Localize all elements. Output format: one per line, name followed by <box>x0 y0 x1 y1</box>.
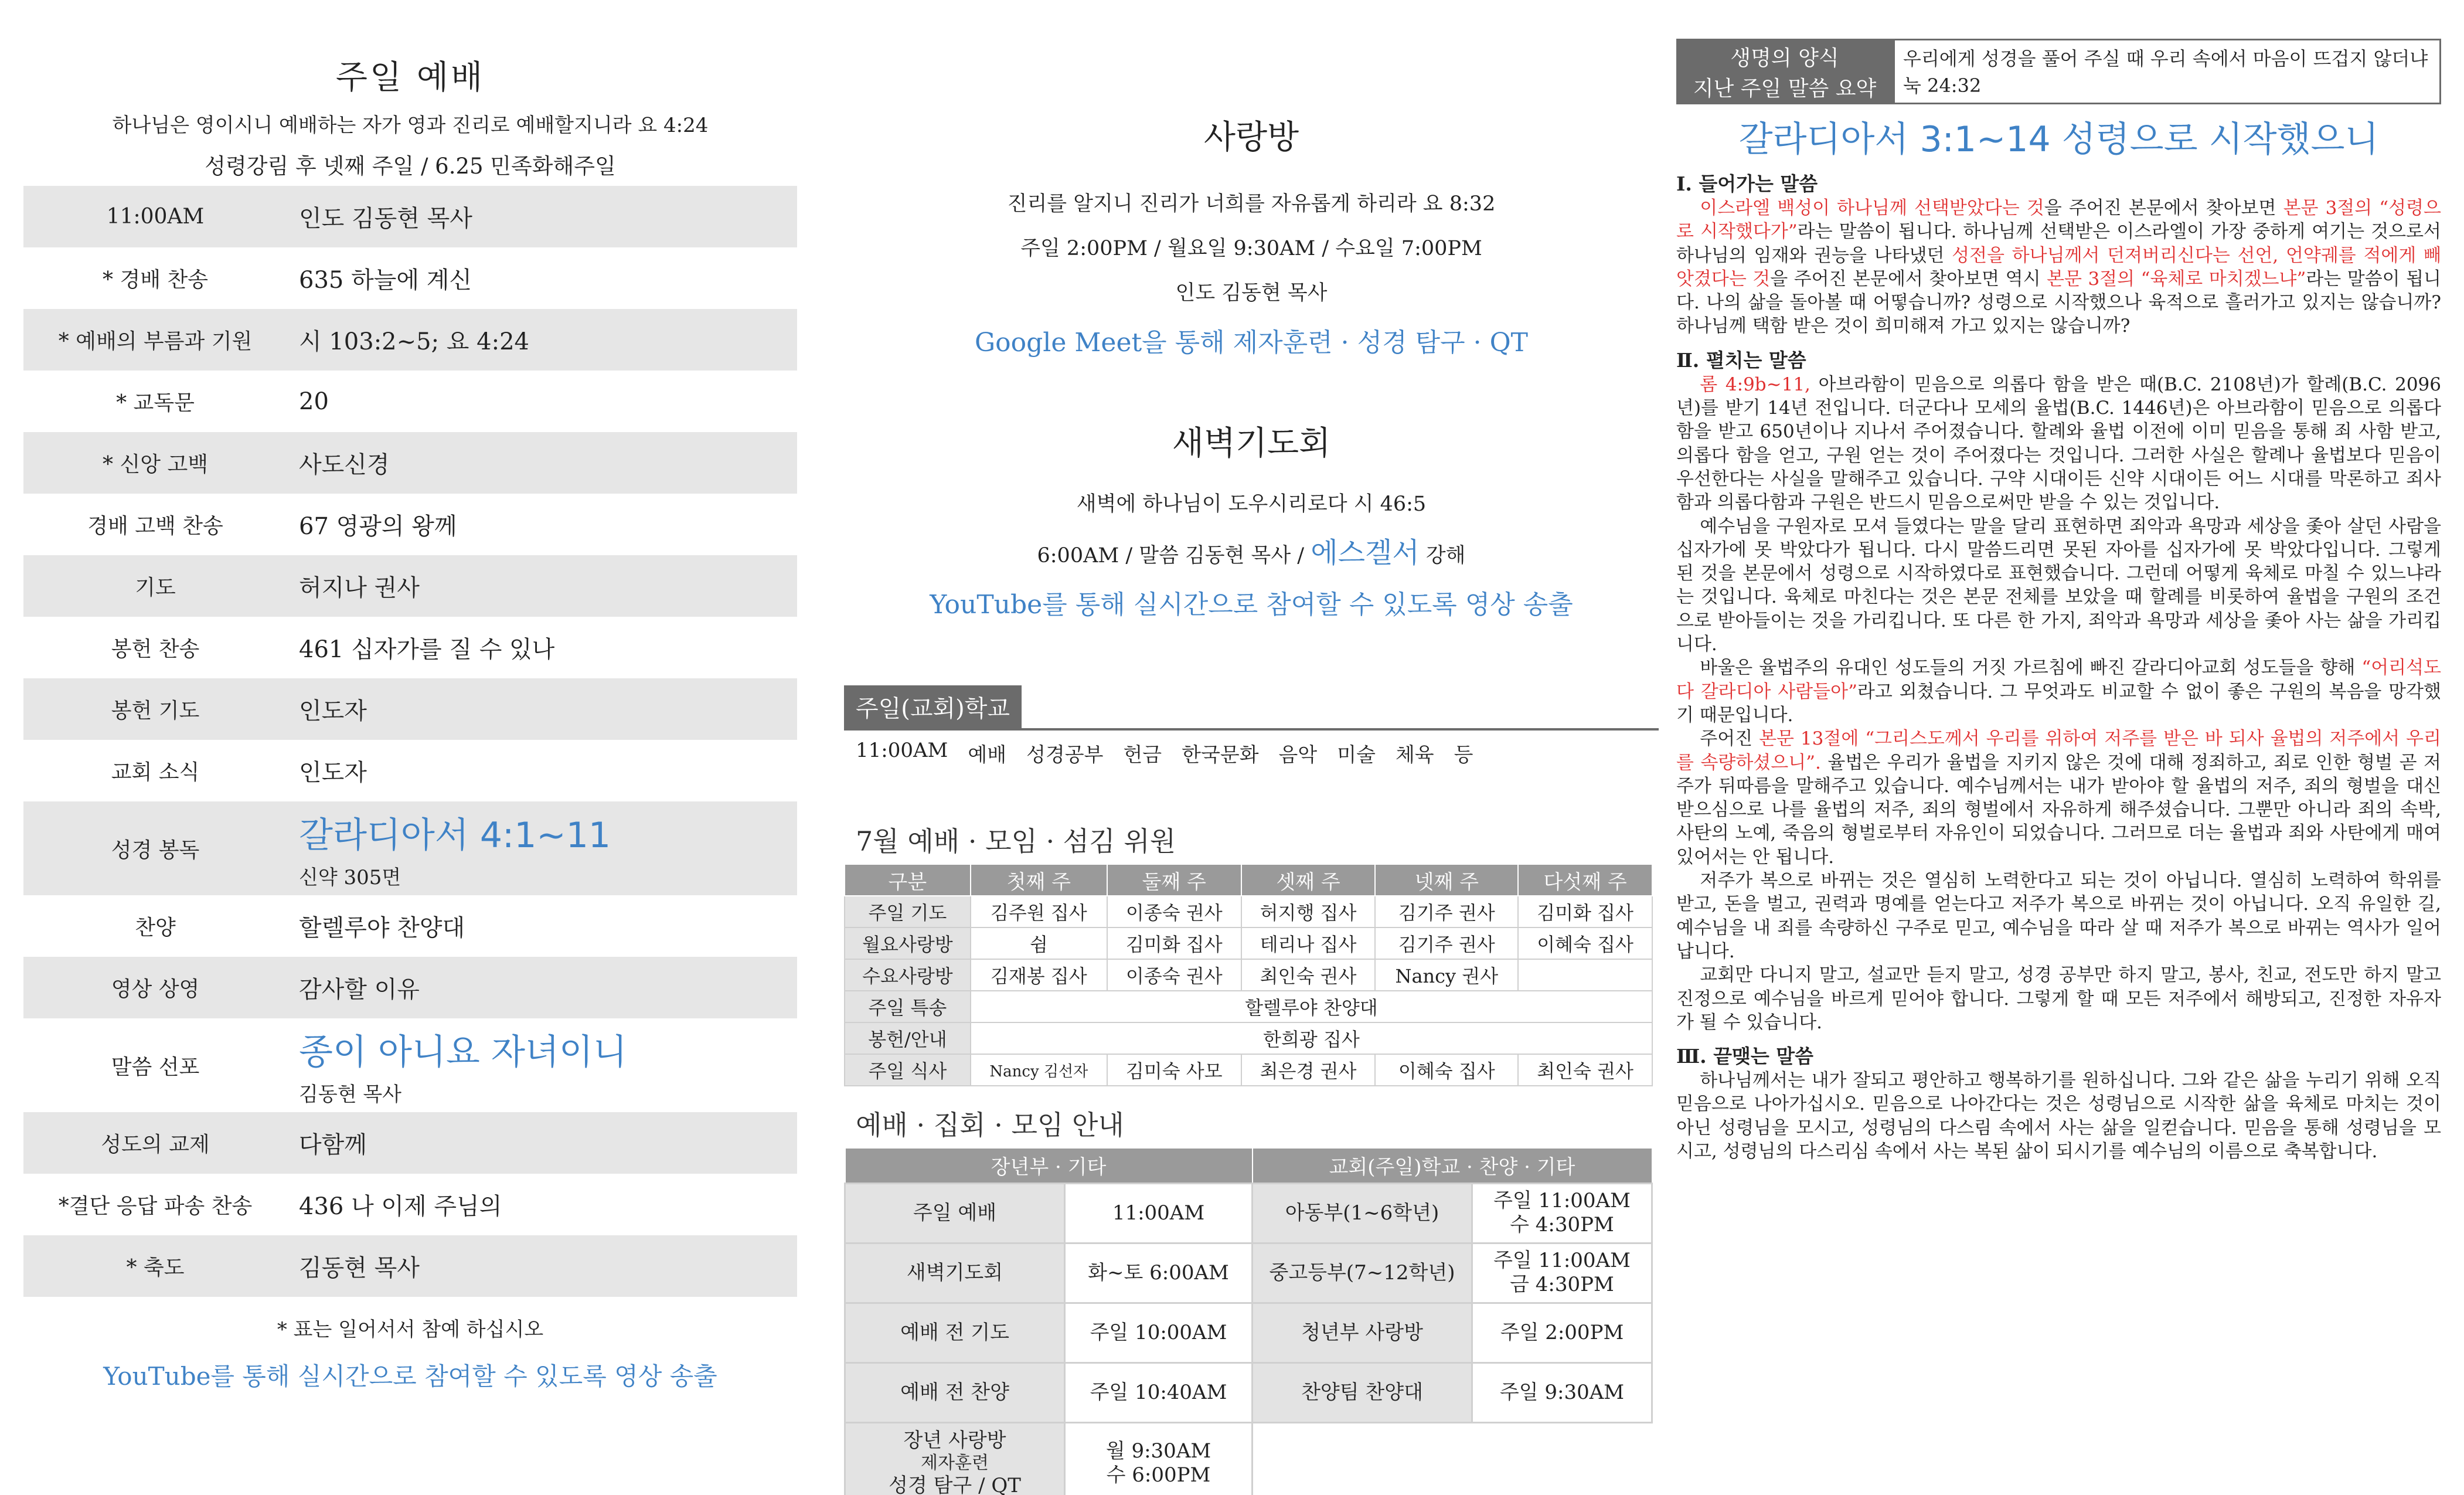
time-line: 금 4:30PM <box>1510 1273 1614 1296</box>
table-cell: Nancy 권사 <box>1375 959 1518 991</box>
sarangbang-times: 주일 2:00PM / 월요일 9:30AM / 수요일 7:00PM <box>1020 237 1482 260</box>
sarangbang-online: Google Meet을 통해 제자훈련 · 성경 탐구 · QT <box>974 328 1529 358</box>
text-run: 라는 말씀이 됩니다. 나의 삶을 돌아볼 때 어떻습니까? 성령으로 시작했으나 육적으로 흘러가고 있지는 않습니까? 하나님께 택함 받은 것이 희미해져 가고 있지는 않습니까? <box>1676 268 2441 337</box>
table-header: 교회(주일)학교 · 찬양 · 기타 <box>1253 1148 1652 1183</box>
school-item: 예배 <box>968 743 1007 767</box>
empty-cell <box>1472 1422 1652 1495</box>
sermon-header-quote: 우리에게 성경을 풀어 주실 때 우리 속에서 마음이 뜨겁지 않더냐 눅 24:32 <box>1893 39 2441 104</box>
table-cell: 이종숙 권사 <box>1107 896 1241 927</box>
school-item: 헌금 <box>1123 743 1162 767</box>
order-row <box>23 957 797 1018</box>
paragraph <box>1676 196 2441 338</box>
order-row <box>23 1235 797 1297</box>
table-cell: 주일 식사 <box>845 1054 971 1086</box>
paragraph: 하나님께서는 내가 잘되고 평안하고 행복하기를 원하십니다. 그와 같은 삶을 누리기 위해 오직 믿음으로 나아가십시오. 믿음으로 나아간다는 것은 성령님으로 시작한 삶을 육체로 마치는 것이 아닌 성령님을 모시고, 성령님의 다스림 속에서 사는 삶을 일컫습니다. 믿음을 통해 성령님을 모시고, 성령님의 다스리심 속에서 사는 복된 삶이 되시기를 예수님의 이름으로 축복합니다. <box>1676 1070 2441 1162</box>
school-tag: 주일(교회)학교 <box>844 685 1022 728</box>
time-line: 수 4:30PM <box>1510 1213 1614 1236</box>
table-header: 첫째 주 <box>971 864 1107 896</box>
sarangbang-leader: 인도 김동현 목사 <box>1175 281 1328 305</box>
school-item: 등 <box>1454 743 1473 767</box>
table-cell: 주일 9:30AM <box>1472 1363 1652 1422</box>
sermon-summary-column <box>1676 0 2441 1495</box>
order-value: 635 하늘에 계신 <box>299 267 472 294</box>
table-cell: 이종숙 권사 <box>1107 959 1241 991</box>
table-row <box>845 959 1652 991</box>
table-cell: 새벽기도회 <box>845 1243 1065 1303</box>
order-value: 허지나 권사 <box>299 575 420 602</box>
order-value: 461 십자가를 질 수 있나 <box>299 636 555 663</box>
header-box-line: 지난 주일 말씀 요약 <box>1693 77 1877 101</box>
table-cell: 주일 특송 <box>845 991 971 1022</box>
order-row <box>23 432 797 494</box>
order-row-scripture <box>23 801 797 895</box>
order-label: 11:00AM <box>106 205 205 229</box>
order-label: 봉헌 찬송 <box>111 637 200 661</box>
table-cell: 김미화 집사 <box>1107 927 1241 959</box>
table-cell: 허지행 집사 <box>1241 896 1376 927</box>
table-row <box>845 1054 1652 1086</box>
table-cell: 테리나 집사 <box>1241 927 1376 959</box>
order-value: 다함께 <box>299 1132 367 1158</box>
dawn-time-suffix: 강해 <box>1425 544 1466 568</box>
order-value: 사도신경 <box>299 451 390 478</box>
order-row <box>23 1112 797 1174</box>
table-cell: 주일 10:00AM <box>1065 1303 1253 1363</box>
table-cell: 최인숙 권사 <box>1241 959 1376 991</box>
guide-table <box>844 1147 1653 1495</box>
table-cell: 한희광 집사 <box>971 1022 1652 1054</box>
table-row <box>845 991 1652 1022</box>
cell-line: 제자훈련 <box>921 1453 989 1473</box>
time-line: 주일 11:00AM <box>1493 1249 1631 1273</box>
table-cell: 김미화 집사 <box>1518 896 1652 927</box>
service-verse: 하나님은 영이시니 예배하는 자가 영과 진리로 예배할지니라 요 4:24 <box>112 114 709 137</box>
table-cell: 주일 10:40AM <box>1065 1363 1253 1422</box>
sermon-preacher: 김동현 목사 <box>299 1082 402 1106</box>
table-header: 장년부 · 기타 <box>845 1148 1253 1183</box>
order-row <box>23 740 797 801</box>
order-label: 영상 상영 <box>111 977 200 1001</box>
order-row <box>23 895 797 957</box>
dawn-time-prefix: 6:00AM / 말씀 김동현 목사 / <box>1037 544 1305 568</box>
table-cell: 중고등부(7~12학년) <box>1253 1243 1472 1303</box>
order-label: 기도 <box>135 576 176 600</box>
table-cell: 봉헌/안내 <box>845 1022 971 1054</box>
school-item: 체육 <box>1395 743 1434 767</box>
table-cell: 할렐루야 찬양대 <box>971 991 1652 1022</box>
order-value: 436 나 이제 주님의 <box>299 1193 502 1220</box>
worship-order-column <box>23 0 797 1495</box>
table-cell: 월요사랑방 <box>845 927 971 959</box>
table-row <box>845 1422 1652 1495</box>
table-row <box>845 927 1652 959</box>
table-cell: 최은경 권사 <box>1241 1054 1376 1086</box>
text-run: 율법은 우리가 율법을 지키지 않은 것에 대해 정죄하고, 죄로 인한 형벌 곧 저주가 뒤따름을 말해주고 있습니다. 예수님께서는 내가 받아야 할 율법의 저주, 죄의 형벌을 대신 받으심으로 나를 율법의 저주, 죄의 형벌에서 자유하게 해주셨습니다. 그뿐만 아니라 죄의 속박, 사탄의 노예, 죽음의 형벌로부터 자유인이 되었습니다. 그러므로 더는 율법과 죄와 사탄에게 매여 있어서는 안 됩니다. <box>1676 752 2441 868</box>
table-cell: 김주원 집사 <box>971 896 1107 927</box>
order-row <box>23 617 797 678</box>
table-cell: 수요사랑방 <box>845 959 971 991</box>
committee-title: 7월 예배 · 모임 · 섬김 위원 <box>856 825 1176 857</box>
order-label: * 경배 찬송 <box>103 268 208 292</box>
table-cell <box>1472 1183 1652 1243</box>
table-cell <box>1518 959 1652 991</box>
school-item: 미술 <box>1337 743 1376 767</box>
table-cell: 최인숙 권사 <box>1518 1054 1652 1086</box>
order-label: 찬양 <box>135 916 176 940</box>
order-value: 김동현 목사 <box>299 1255 420 1282</box>
order-row <box>23 371 797 432</box>
meetings-column <box>844 0 1659 1495</box>
order-value: 할렐루야 찬양대 <box>299 915 465 942</box>
sermon-header-box <box>1676 39 1893 104</box>
school-item: 11:00AM <box>856 739 948 762</box>
order-label: *결단 응답 파송 찬송 <box>58 1194 253 1218</box>
school-tag-bar <box>844 685 1659 730</box>
text-run: 아브라함이 믿음으로 의롭다 함을 받은 때(B.C. 2108년)가 할례(B.C. 2096년)를 받기 14년 전입니다. 더군다나 모세의 율법(B.C. 1446년)은 아브라함이 믿음으로 의롭다 함을 받고 650년이나 지나서 주어졌습니다. 할례와 율법 이전에 이미 믿음을 통해 죄 사함 받고, 의롭다 함을 얻고, 구원 얻는 것이 주어졌다는 것입니다. 그러한 사실은 할례나 율법보다 믿음이 우선한다는 사실을 말해주고 있습니다. 구약 시대이든 신약 시대이든 어느 시대를 막론하고 죄사함과 의롭다함과 구원은 반드시 믿음으로써만 받을 수 있는 것입니다. <box>1676 373 2442 514</box>
highlight: 본문 3절의 “육체로 마치겠느냐” <box>2047 268 2306 290</box>
section-heading: Ⅲ. 끝맺는 말씀 <box>1676 1045 1814 1068</box>
order-label: * 신앙 고백 <box>103 453 208 477</box>
text-run: 라는 말씀이 됩니다. 하나님께 선택받은 이스라엘이 가장 중하게 여기는 것으로서 하나님의 임재와 권능을 나타냈던 <box>1676 221 2441 266</box>
order-value: 인도자 <box>299 759 367 786</box>
table-cell <box>1065 1422 1253 1495</box>
table-cell: 김기주 권사 <box>1375 927 1518 959</box>
paragraph <box>1676 727 2441 869</box>
order-value: 인도 김동현 목사 <box>299 205 472 232</box>
order-row <box>23 1174 797 1235</box>
table-cell: 찬양팀 찬양대 <box>1253 1363 1472 1422</box>
time-line: 주일 11:00AM <box>1493 1189 1631 1213</box>
school-item: 음악 <box>1278 743 1318 767</box>
order-value: 감사할 이유 <box>299 976 420 1003</box>
table-cell: 화~토 6:00AM <box>1065 1243 1253 1303</box>
table-header: 셋째 주 <box>1241 864 1376 896</box>
order-label: * 예배의 부름과 기원 <box>58 329 253 354</box>
youtube-notice: YouTube를 통해 실시간으로 참여할 수 있도록 영상 송출 <box>103 1362 717 1391</box>
sarangbang-title: 사랑방 <box>1203 118 1299 157</box>
dawn-time <box>844 530 1659 570</box>
paragraph: 저주가 복으로 바뀌는 것은 열심히 노력한다고 되는 것이 아닙니다. 열심히 노력하여 학위를 받고, 돈을 벌고, 권력과 명예를 얻는다고 저주가 복으로 바뀌는 것이 아닙니다. 오직 유일한 길, 예수님을 내 죄를 속량하신 구주로 믿고, 예수님을 따라 살 때 저주가 복으로 바뀌는 역사가 일어납니다. <box>1676 870 2441 962</box>
cell-line: 수 6:00PM <box>1106 1463 1211 1487</box>
order-value: 20 <box>299 388 329 415</box>
sarangbang-verse: 진리를 알지니 진리가 너희를 자유롭게 하리라 요 8:32 <box>1007 192 1496 216</box>
cell-line: 월 9:30AM <box>1105 1439 1211 1463</box>
highlight: 성전을 하나님께서 던져버리신다는 선언, 언약궤를 적에게 빼앗겼다는 것 <box>1676 244 2441 290</box>
order-label: 성도의 교제 <box>101 1133 210 1157</box>
service-subtitle: 성령강림 후 넷째 주일 / 6.25 민족화해주일 <box>205 154 616 179</box>
table-header: 둘째 주 <box>1107 864 1241 896</box>
order-row <box>23 494 797 555</box>
table-header: 다섯째 주 <box>1518 864 1652 896</box>
highlight: 이스라엘 백성이 하나님께 선택받았다는 것 <box>1700 198 2044 219</box>
table-cell: 예배 전 기도 <box>845 1303 1065 1363</box>
table-cell: 이혜숙 집사 <box>1518 927 1652 959</box>
empty-cell <box>1253 1422 1472 1495</box>
committee-table <box>844 864 1653 1086</box>
order-label: 봉헌 기도 <box>111 699 200 723</box>
order-row <box>23 555 797 617</box>
order-value <box>287 807 797 890</box>
order-value: 67 영광의 왕께 <box>299 513 457 540</box>
highlight: “어리석도다 갈라디아 사람들아” <box>1676 657 2441 702</box>
text-run: 주어진 <box>1700 728 1759 750</box>
order-label: * 축도 <box>126 1256 185 1280</box>
text-run: 을 주어진 본문에서 찾아보면 <box>2044 198 2283 219</box>
order-label: 성경 봉독 <box>111 838 200 862</box>
sermon-header <box>1676 39 2441 104</box>
table-cell: Nancy 김선자 <box>971 1054 1107 1086</box>
table-cell: 11:00AM <box>1065 1183 1253 1243</box>
table-row <box>845 1363 1652 1422</box>
order-value: 인도자 <box>299 698 367 725</box>
standing-note: * 표는 일어서서 참예 하십시오 <box>277 1318 544 1341</box>
table-row <box>845 1243 1652 1303</box>
text-run: 라고 외쳤습니다. 그 무엇과도 비교할 수 없이 좋은 구원의 복음을 망각했기 때문입니다. <box>1676 681 2441 726</box>
table-row <box>845 896 1652 927</box>
order-label: 말씀 선포 <box>111 1055 200 1079</box>
paragraph: 예수님을 구원자로 모셔 들였다는 말을 달리 표현하면 죄악과 욕망과 세상을 좇아 살던 사람을 십자가에 못 박았다가 됩니다. 다시 말씀드리면 못된 자아를 십자가에 못 박았다입니다. 그렇게 된 것을 본문에서 성령으로 시작하였다로 표현했습니다. 그런데 어떻게 육체로 마칠 수 있느냐라는 것입니다. 육체로 마친다는 것은 본문 전체를 보았을 때 할례를 비롯하여 율법을 구원의 조건으로 받아들이는 것을 가리킵니다. 또 다른 한 가지, 죄악과 욕망과 세상을 좇아 사는 삶을 가리킵니다. <box>1676 515 2441 655</box>
text-run: 을 주어진 본문에서 찾아보면 역시 <box>1770 268 2047 290</box>
table-cell: 주일 2:00PM <box>1472 1303 1652 1363</box>
highlight: 본문 13절에 “그리스도께서 우리를 위하여 저주를 받은 바 되사 율법의 저주에서 우리를 속량하셨으니”. <box>1676 728 2441 773</box>
school-items <box>844 739 1659 767</box>
scripture-reference: 갈라디아서 4:1~11 <box>299 814 611 856</box>
table-cell <box>845 1422 1065 1495</box>
dawn-title: 새벽기도회 <box>1172 424 1331 463</box>
highlight: 본문 3절의 “성령으로 시작했다가” <box>1676 198 2441 243</box>
table-row <box>845 1303 1652 1363</box>
order-row <box>23 247 797 309</box>
sermon-summary-title: 갈라디아서 3:1~14 성령으로 시작했으니 <box>1738 119 2379 160</box>
table-cell: 아동부(1~6학년) <box>1253 1183 1472 1243</box>
worship-order-list <box>23 186 797 1297</box>
order-value <box>287 1024 797 1107</box>
table-cell <box>1472 1243 1652 1303</box>
order-label: * 교독문 <box>116 391 195 415</box>
paragraph: 교회만 다니지 말고, 설교만 듣지 말고, 성경 공부만 하지 말고, 봉사, 친교, 전도만 하지 말고 진정으로 예수님을 바르게 믿어야 합니다. 그렇게 할 때 모든 저주에서 해방되고, 진정한 자유자가 될 수 있습니다. <box>1676 964 2441 1033</box>
cell-line: 장년 사랑방 <box>903 1429 1006 1453</box>
table-cell: 김미숙 사모 <box>1107 1054 1241 1086</box>
table-header: 구분 <box>845 864 971 896</box>
scripture-page: 신약 305면 <box>299 865 401 889</box>
section-heading: Ⅱ. 펼치는 말씀 <box>1676 348 1806 372</box>
order-label: 경배 고백 찬송 <box>87 514 223 538</box>
service-title: 주일 예배 <box>335 59 485 97</box>
paragraph <box>1676 373 2441 515</box>
school-item: 한국문화 <box>1182 743 1259 767</box>
header-box-line: 생명의 양식 <box>1730 46 1839 70</box>
order-label: 교회 소식 <box>111 760 200 784</box>
cell-line: 성경 탐구 / QT <box>889 1474 1021 1495</box>
sermon-title: 종이 아니요 자녀이니 <box>299 1031 627 1073</box>
order-row <box>23 186 797 247</box>
order-row <box>23 678 797 740</box>
table-header: 넷째 주 <box>1375 864 1518 896</box>
table-cell: 주일 기도 <box>845 896 971 927</box>
text-run: 바울은 율법주의 유대인 성도들의 거짓 가르침에 빠진 갈라디아교회 성도들을 향해 <box>1700 657 2362 679</box>
table-cell: 이혜숙 집사 <box>1375 1054 1518 1086</box>
table-cell: 청년부 사랑방 <box>1253 1303 1472 1363</box>
table-header-row <box>845 1148 1652 1183</box>
table-cell: 예배 전 찬양 <box>845 1363 1065 1422</box>
dawn-youtube: YouTube를 통해 실시간으로 참여할 수 있도록 영상 송출 <box>930 590 1573 620</box>
table-cell: 김기주 권사 <box>1375 896 1518 927</box>
table-header-row <box>845 864 1652 896</box>
section-heading: Ⅰ. 들어가는 말씀 <box>1676 172 1818 195</box>
guide-title: 예배 · 집회 · 모임 안내 <box>856 1109 1124 1141</box>
table-cell: 주일 예배 <box>845 1183 1065 1243</box>
dawn-verse: 새벽에 하나님이 도우시리로다 시 46:5 <box>1076 492 1427 516</box>
table-row <box>845 1022 1652 1054</box>
table-row <box>845 1183 1652 1243</box>
order-value: 시 103:2~5; 요 4:24 <box>299 328 529 355</box>
school-item: 성경공부 <box>1026 743 1104 767</box>
highlight: 롬 4:9b~11, <box>1700 373 1810 395</box>
table-cell: 쉼 <box>971 927 1107 959</box>
order-row-sermon <box>23 1018 797 1112</box>
table-cell: 김재봉 집사 <box>971 959 1107 991</box>
paragraph <box>1676 656 2441 727</box>
order-row <box>23 309 797 371</box>
dawn-book: 에스겔서 <box>1311 536 1420 569</box>
